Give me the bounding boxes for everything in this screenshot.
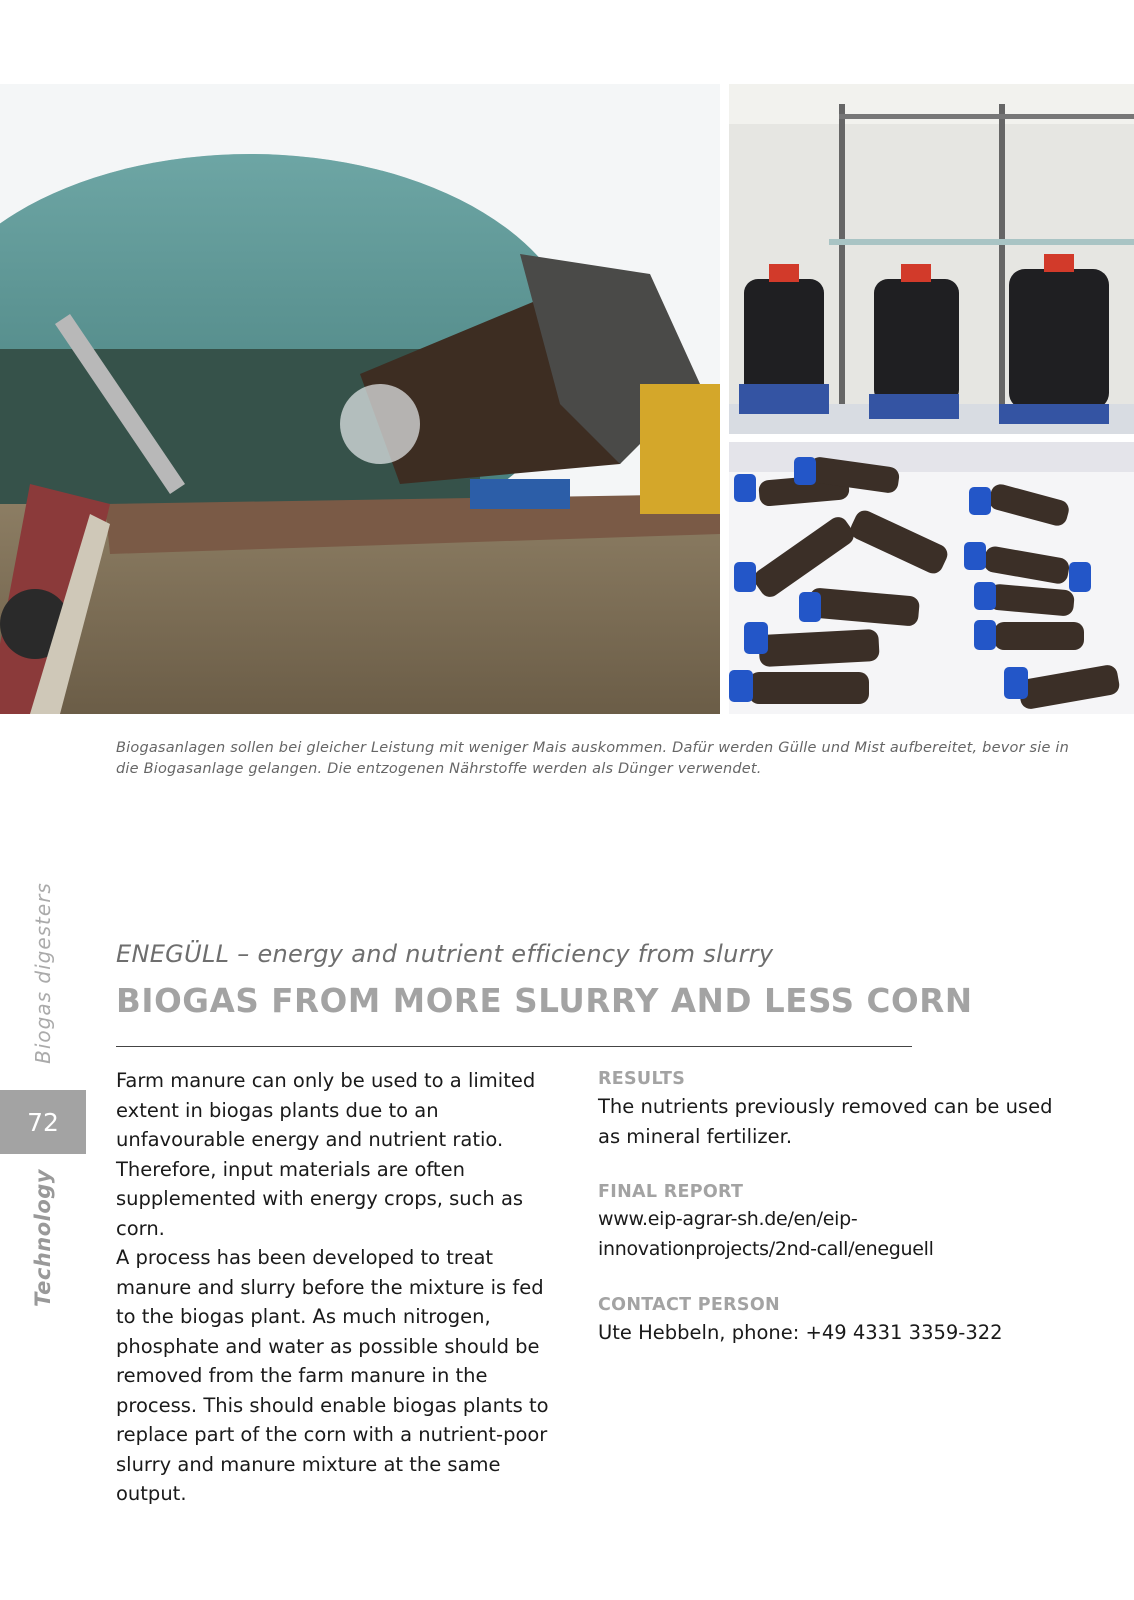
article-subtitle: ENEGÜLL – energy and nutrient efficiency from slurry <box>116 940 774 968</box>
body-paragraph: Farm manure can only be used to a limited extent in biogas plants due to an unfavourable energy and nutrient ratio. Therefore, input materials are often supplemented with energy crops, such as corn. <box>116 1069 536 1240</box>
article-title: BIOGAS FROM MORE SLURRY AND LESS CORN <box>116 982 973 1020</box>
category-label-text: Technology <box>31 1169 55 1307</box>
biogas-plant-photo <box>0 84 720 714</box>
final-report-link[interactable]: www.eip-agrar-sh.de/en/eip-innovationprojects/2nd-call/eneguell <box>598 1208 934 1260</box>
info-column <box>598 1066 1068 1376</box>
section-label <box>18 880 68 1065</box>
section-label-text: Biogas digesters <box>31 881 55 1064</box>
sample-tubes-photo <box>729 442 1134 714</box>
results-text: The nutrients previously removed can be used as mineral fertilizer. <box>598 1095 1053 1148</box>
contact-text: Ute Hebbeln, phone: +49 4331 3359-322 <box>598 1321 1003 1344</box>
photo-caption: Biogasanlagen sollen bei gleicher Leistung mit weniger Mais auskommen. Dafür werden Gülle und Mist aufbereitet, bevor sie in die Biogasanlage gelangen. Die entzogenen Nährstoffe werden als Dünger verwendet. <box>116 740 1070 777</box>
body-paragraph: A process has been developed to treat manure and slurry before the mixture is fed to the biogas plant. As much nitrogen, phosphate and water as possible should be removed from the farm manure in the process. This should enable biogas plants to replace part of the corn with a nutrient-poor slurry and manure mixture at the same output. <box>116 1246 549 1505</box>
article-body <box>116 1066 556 1509</box>
results-heading: RESULTS <box>598 1069 686 1089</box>
lab-bottles-photo <box>729 84 1134 434</box>
final-report-heading: FINAL REPORT <box>598 1182 744 1202</box>
contact-heading: CONTACT PERSON <box>598 1295 780 1315</box>
title-divider <box>116 1046 912 1047</box>
category-label <box>18 1168 68 1308</box>
page-number: 72 <box>0 1090 86 1154</box>
